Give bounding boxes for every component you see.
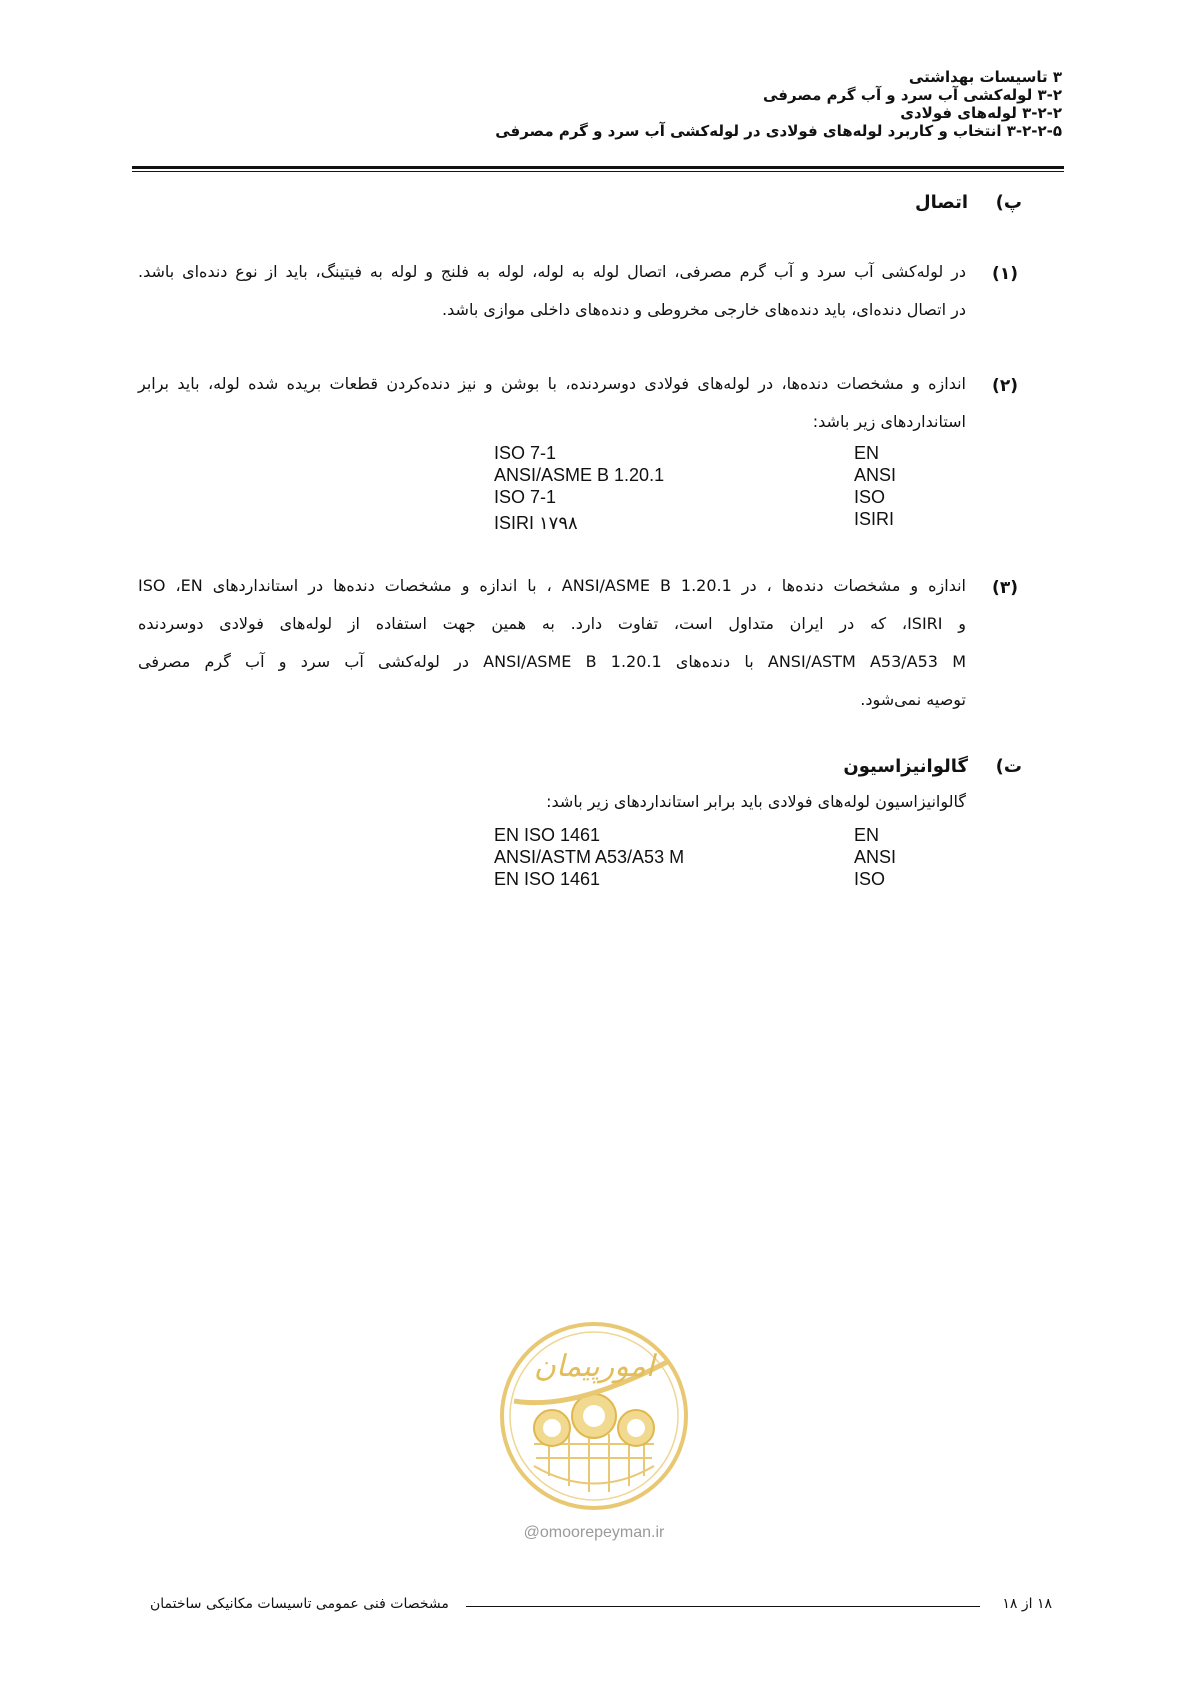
standard-row	[494, 464, 914, 486]
item-3-line-2: و ISIRI، که در ایران متداول است، تفاوت دارد. به همین جهت استفاده از لوله‌های فولادی دوسردنده	[138, 614, 966, 633]
thread-standards-table	[494, 442, 914, 534]
item-1-line-1: در لوله‌کشی آب سرد و آب گرم مصرفی، اتصال لوله به لوله، لوله به فلنج و لوله به فیتینگ، باید از نوع دنده‌ای باشد.	[138, 262, 966, 281]
watermark-logo	[494, 1316, 694, 1546]
header-section: ۳-۲ لوله‌کشی آب سرد و آب گرم مصرفی	[762, 86, 1062, 104]
header-subsection: ۳-۲-۲ لوله‌های فولادی	[900, 104, 1062, 122]
standard-code: EN ISO 1461	[494, 869, 601, 889]
standard-code: ANSI/ASME B 1.20.1	[494, 465, 665, 485]
standard-row	[494, 846, 914, 868]
item-3-line-1: اندازه و مشخصات دنده‌ها ، در ANSI/ASME B 1.20.1 ، با اندازه و مشخصات دنده‌ها در استانداردهای ISO ،EN	[138, 576, 966, 595]
footer-rule	[466, 1606, 980, 1607]
standard-row	[494, 486, 914, 508]
standard-org: EN	[854, 443, 880, 463]
footer-page-number: ۱۸ از ۱۸	[1002, 1596, 1052, 1612]
standard-org: ANSI	[854, 465, 897, 485]
footer-title: مشخصات فنی عمومی تاسیسات مکانیکی ساختمان	[150, 1596, 449, 1612]
seal-icon	[494, 1316, 694, 1516]
standard-row	[494, 508, 914, 534]
header-chapter: ۳ تاسیسات بهداشتی	[908, 68, 1062, 86]
item-3-number: (۳)	[992, 578, 1018, 598]
item-2-line-2: استانداردهای زیر باشد:	[812, 412, 966, 431]
standard-code: ANSI/ASTM A53/A53 M	[494, 847, 685, 867]
item-3-line-3: ANSI/ASTM A53/A53 M با دنده‌های ANSI/ASME B 1.20.1 در لوله‌کشی آب سرد و آب گرم مصرفی	[138, 652, 967, 671]
standard-org: ISO	[854, 869, 886, 889]
standard-code: ISO 7-1	[494, 443, 557, 463]
section-p-title: اتصال	[914, 192, 968, 213]
galvanizing-standards-table	[494, 824, 914, 890]
standard-org: ISIRI	[854, 509, 895, 529]
standard-row	[494, 442, 914, 464]
header-rule-thin	[132, 171, 1064, 172]
standard-code: ISIRI ۱۷۹۸	[494, 513, 578, 533]
standard-row	[494, 824, 914, 846]
section-t-letter: ت)	[995, 756, 1022, 777]
item-3-line-4: توصیه نمی‌شود.	[860, 690, 966, 709]
standard-code: EN ISO 1461	[494, 825, 601, 845]
standard-org: ANSI	[854, 847, 897, 867]
header-rule	[132, 166, 1064, 169]
standard-org: ISO	[854, 487, 886, 507]
section-p-letter: پ)	[995, 192, 1022, 213]
header-topic: ۳-۲-۲-۵ انتخاب و کاربرد لوله‌های فولادی در لوله‌کشی آب سرد و گرم مصرفی	[495, 122, 1062, 140]
section-t-intro: گالوانیزاسیون لوله‌های فولادی باید برابر استانداردهای زیر باشد:	[546, 792, 966, 811]
watermark-logo-text: امورپیمان	[533, 1349, 655, 1384]
section-t-title: گالوانیزاسیون	[843, 756, 968, 777]
standard-row	[494, 868, 914, 890]
item-2-line-1: اندازه و مشخصات دنده‌ها، در لوله‌های فولادی دوسردنده، با بوشن و نیز دنده‌کردن قطعات بریده شده لوله، باید برابر	[138, 374, 966, 393]
item-1-line-2: در اتصال دنده‌ای، باید دنده‌های خارجی مخروطی و دنده‌های داخلی موازی باشد.	[442, 300, 966, 319]
watermark-url: @omoorepeyman.ir	[523, 1524, 665, 1541]
standard-code: ISO 7-1	[494, 487, 557, 507]
item-2-number: (۲)	[992, 376, 1018, 396]
item-1-number: (۱)	[992, 264, 1018, 284]
standard-org: EN	[854, 825, 880, 845]
